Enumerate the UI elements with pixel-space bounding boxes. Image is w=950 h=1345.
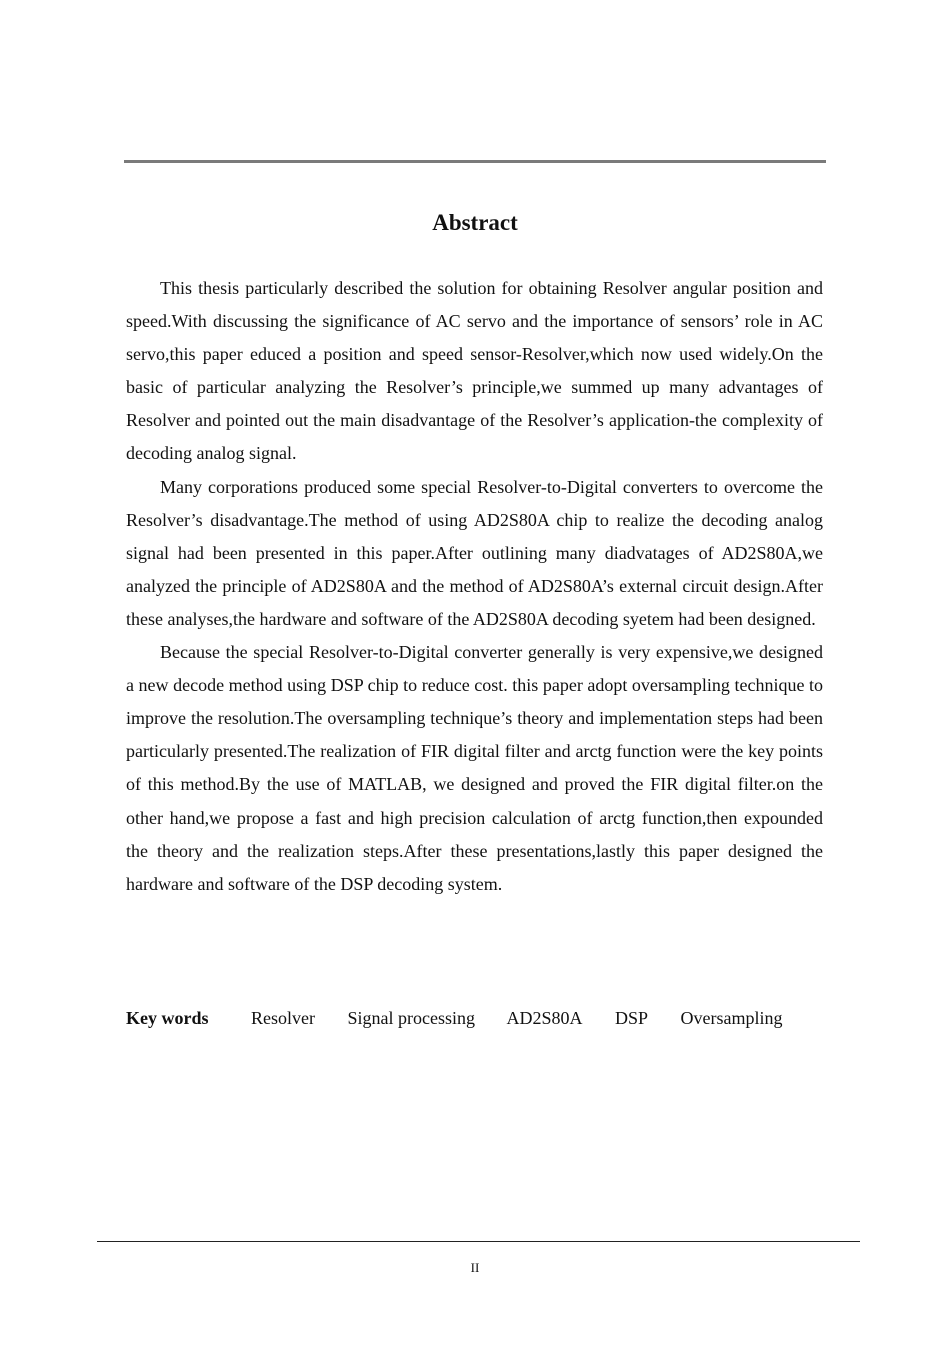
abstract-paragraph-2: Many corporations produced some special Resolver-to-Digital converters to overcome the Resolver’s disadvantage.The method of using AD2S80A chip to realize the decoding analog signal had been presented in this paper.After outlining many diadvatages of AD2S80A,we analyzed the principle of AD2S80A and the method of AD2S80A’s external circuit design.After these analyses,the hardware and software of the AD2S80A decoding syetem had been designed. — [126, 476, 823, 629]
keywords-line — [126, 1003, 811, 1033]
keyword-dsp: DSP — [615, 1008, 649, 1028]
footer-rule — [97, 1241, 860, 1242]
keyword-ad2s80a: AD2S80A — [506, 1008, 583, 1028]
abstract-body — [126, 272, 823, 901]
page-number: II — [470, 1260, 480, 1275]
keywords-label: Key words — [126, 1008, 209, 1028]
keyword-oversampling: Oversampling — [680, 1008, 783, 1028]
keyword-signal-processing: Signal processing — [347, 1008, 475, 1028]
abstract-paragraph-3: Because the special Resolver-to-Digital converter generally is very expensive,we designed a new decode method using DSP chip to reduce cost. this paper adopt oversampling technique to improve the resolution.The oversampling technique’s theory and implementation steps had been particularly presented.The realization of FIR digital filter and arctg function were the key points of this method.By the use of MATLAB, we designed and proved the FIR digital filter.on the other hand,we propose a fast and high precision calculation of arctg function,then expounded the theory and the realization steps.After these presentations,lastly this paper designed the hardware and software of the DSP decoding system. — [126, 642, 823, 894]
abstract-paragraph-1: This thesis particularly described the solution for obtaining Resolver angular position and speed.With discussing the significance of AC servo and the importance of sensors’ role in AC servo,this paper educed a position and speed sensor-Resolver,which now used widely.On the basic of particular analyzing the Resolver’s principle,we summed up many advantages of Resolver and pointed out the main disadvantage of the Resolver’s application-the complexity of decoding analog signal. — [126, 278, 823, 464]
keyword-resolver: Resolver — [251, 1008, 315, 1028]
header-rule — [124, 160, 826, 163]
abstract-title: Abstract — [432, 210, 518, 235]
